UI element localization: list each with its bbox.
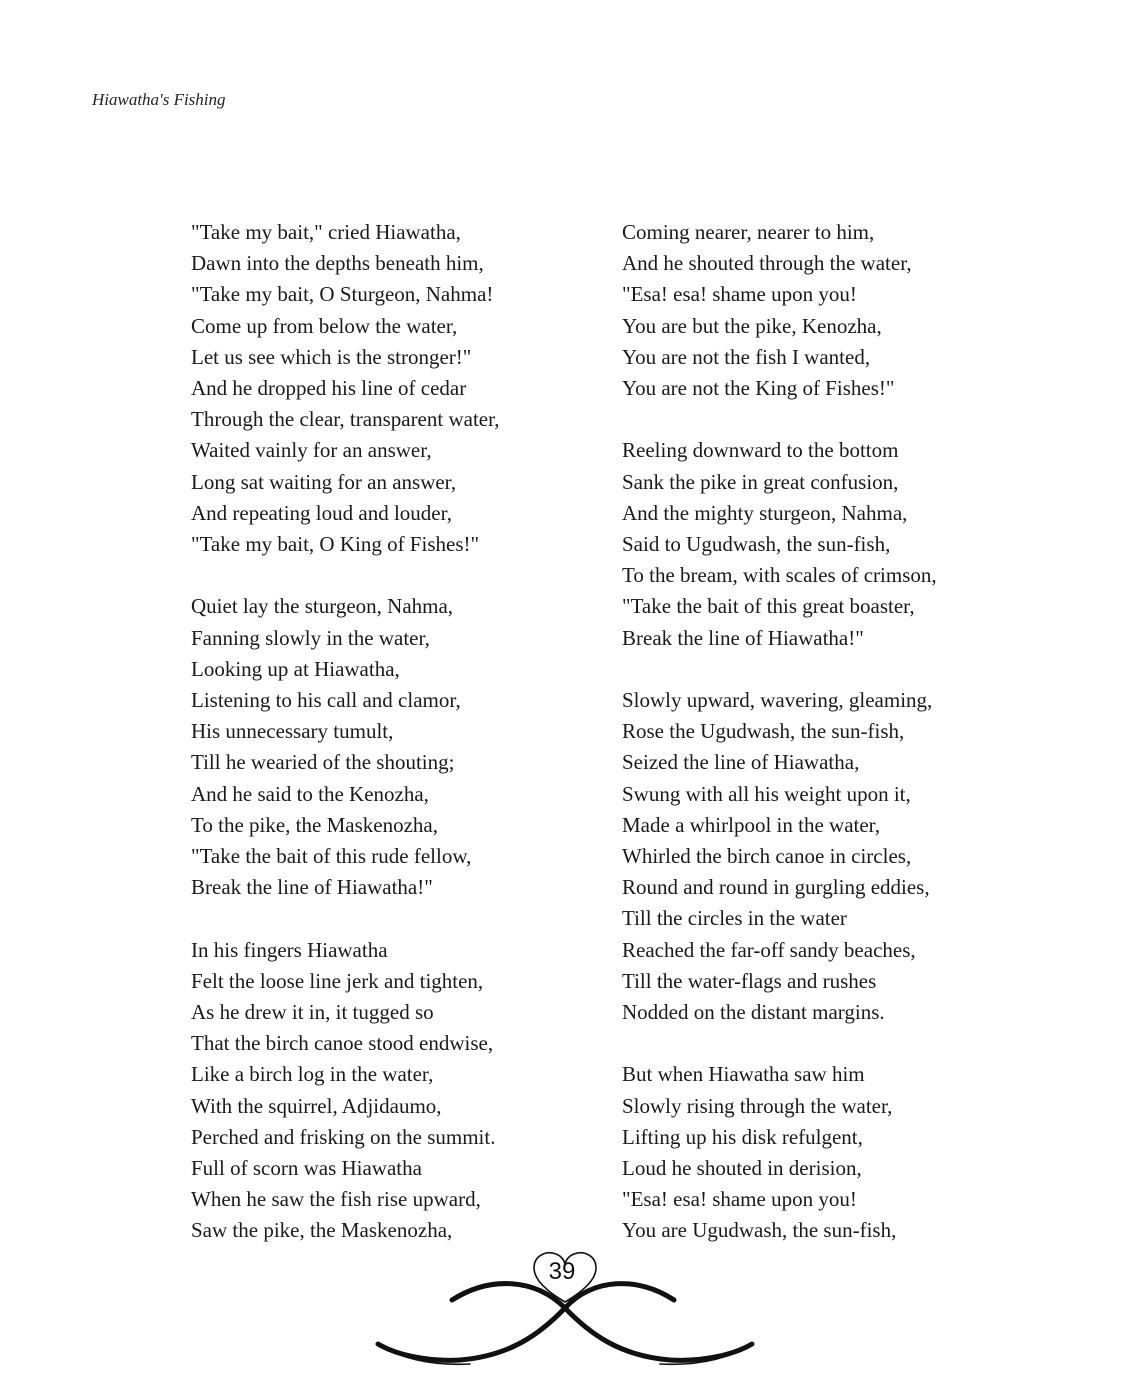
poem-line: Long sat waiting for an answer, (191, 469, 457, 494)
poem-line: "Take my bait," cried Hiawatha, (191, 220, 461, 244)
poem-line: Looking up at Hiawatha, (191, 656, 400, 681)
poem-line: Dawn into the depths beneath him, (191, 251, 484, 276)
poem-line: You are Ugudwash, the sun-fish, (622, 1218, 897, 1243)
poem-line: Rose the Ugudwash, the sun-fish, (622, 719, 905, 744)
poem-line: With the squirrel, Adjidaumo, (191, 1093, 442, 1118)
poem-line: Made a whirlpool in the water, (622, 812, 881, 837)
poem-line: And he shouted through the water, (622, 251, 912, 276)
poem-column-right (622, 217, 1052, 1247)
poem-line: Nodded on the distant margins. (622, 1000, 885, 1025)
poem-line: Reeling downward to the bottom (622, 438, 899, 463)
poem-line: Listening to his call and clamor, (191, 688, 461, 713)
poem-line: To the pike, the Maskenozha, (191, 812, 438, 837)
stanza (191, 217, 591, 560)
poem-line: You are but the pike, Kenozha, (622, 313, 882, 338)
poem-line: "Take the bait of this rude fellow, (191, 844, 472, 869)
poem-line: Slowly rising through the water, (622, 1093, 893, 1118)
poem-column-left (191, 217, 591, 1247)
page-number: 39 (548, 1258, 576, 1285)
running-header: Hiawatha's Fishing (92, 90, 226, 109)
poem-line: "Take the bait of this great boaster, (622, 594, 915, 619)
poem-line: You are not the King of Fishes!" (622, 376, 895, 401)
poem-line: Till the circles in the water (622, 906, 847, 931)
poem-line: Said to Ugudwash, the sun-fish, (622, 532, 891, 557)
poem-line: Full of scorn was Hiawatha (191, 1156, 422, 1181)
poem-line: In his fingers Hiawatha (191, 937, 388, 962)
poem-line: Whirled the birch canoe in circles, (622, 844, 912, 869)
poem-line: But when Hiawatha saw him (622, 1062, 865, 1087)
poem-line: "Esa! esa! shame upon you! (622, 282, 857, 307)
poem-line: And he dropped his line of cedar (191, 376, 467, 401)
poem-line: Perched and frisking on the summit. (191, 1124, 496, 1149)
poem-line: "Esa! esa! shame upon you! (622, 1187, 857, 1212)
poem-line: Reached the far-off sandy beaches, (622, 937, 916, 962)
poem-line: Fanning slowly in the water, (191, 625, 430, 650)
poem-line: Round and round in gurgling eddies, (622, 875, 930, 900)
poem-line: His unnecessary tumult, (191, 719, 394, 744)
poem-line: Coming nearer, nearer to him, (622, 220, 875, 244)
poem-line: Let us see which is the stronger!" (191, 344, 472, 369)
poem-line: "Take my bait, O Sturgeon, Nahma! (191, 282, 494, 307)
poem-line: Loud he shouted in derision, (622, 1156, 862, 1181)
stanza (191, 591, 591, 903)
poem-line: Come up from below the water, (191, 313, 458, 338)
poem-line: Lifting up his disk refulgent, (622, 1124, 863, 1149)
stanza (191, 935, 591, 1247)
poem-line: Waited vainly for an answer, (191, 438, 432, 463)
stanza (622, 217, 1052, 404)
stanza (622, 685, 1052, 1028)
poem-line: Quiet lay the sturgeon, Nahma, (191, 594, 454, 619)
poem-line: That the birch canoe stood endwise, (191, 1031, 494, 1056)
stanza (622, 435, 1052, 653)
poem-line: Till the water-flags and rushes (622, 968, 877, 993)
poem-line: Felt the loose line jerk and tighten, (191, 968, 484, 993)
poem-line: Slowly upward, wavering, gleaming, (622, 688, 933, 713)
poem-line: To the bream, with scales of crimson, (622, 563, 937, 588)
poem-line: Swung with all his weight upon it, (622, 781, 911, 806)
poem-line: Like a birch log in the water, (191, 1062, 434, 1087)
poem-line: Through the clear, transparent water, (191, 407, 500, 432)
poem-line: And repeating loud and louder, (191, 500, 453, 525)
poem-line: "Take my bait, O King of Fishes!" (191, 532, 480, 557)
poem-line: You are not the fish I wanted, (622, 344, 871, 369)
stanza (622, 1059, 1052, 1246)
poem-line: When he saw the fish rise upward, (191, 1187, 481, 1212)
poem-line: And he said to the Kenozha, (191, 781, 429, 806)
poem-line: Sank the pike in great confusion, (622, 469, 899, 494)
poem-line: Break the line of Hiawatha!" (191, 875, 433, 900)
poem-line: Till he wearied of the shouting; (191, 750, 455, 775)
poem-line: And the mighty sturgeon, Nahma, (622, 500, 908, 525)
poem-line: As he drew it in, it tugged so (191, 1000, 434, 1025)
poem-line: Saw the pike, the Maskenozha, (191, 1218, 453, 1243)
poem-line: Break the line of Hiawatha!" (622, 625, 864, 650)
poem-line: Seized the line of Hiawatha, (622, 750, 860, 775)
